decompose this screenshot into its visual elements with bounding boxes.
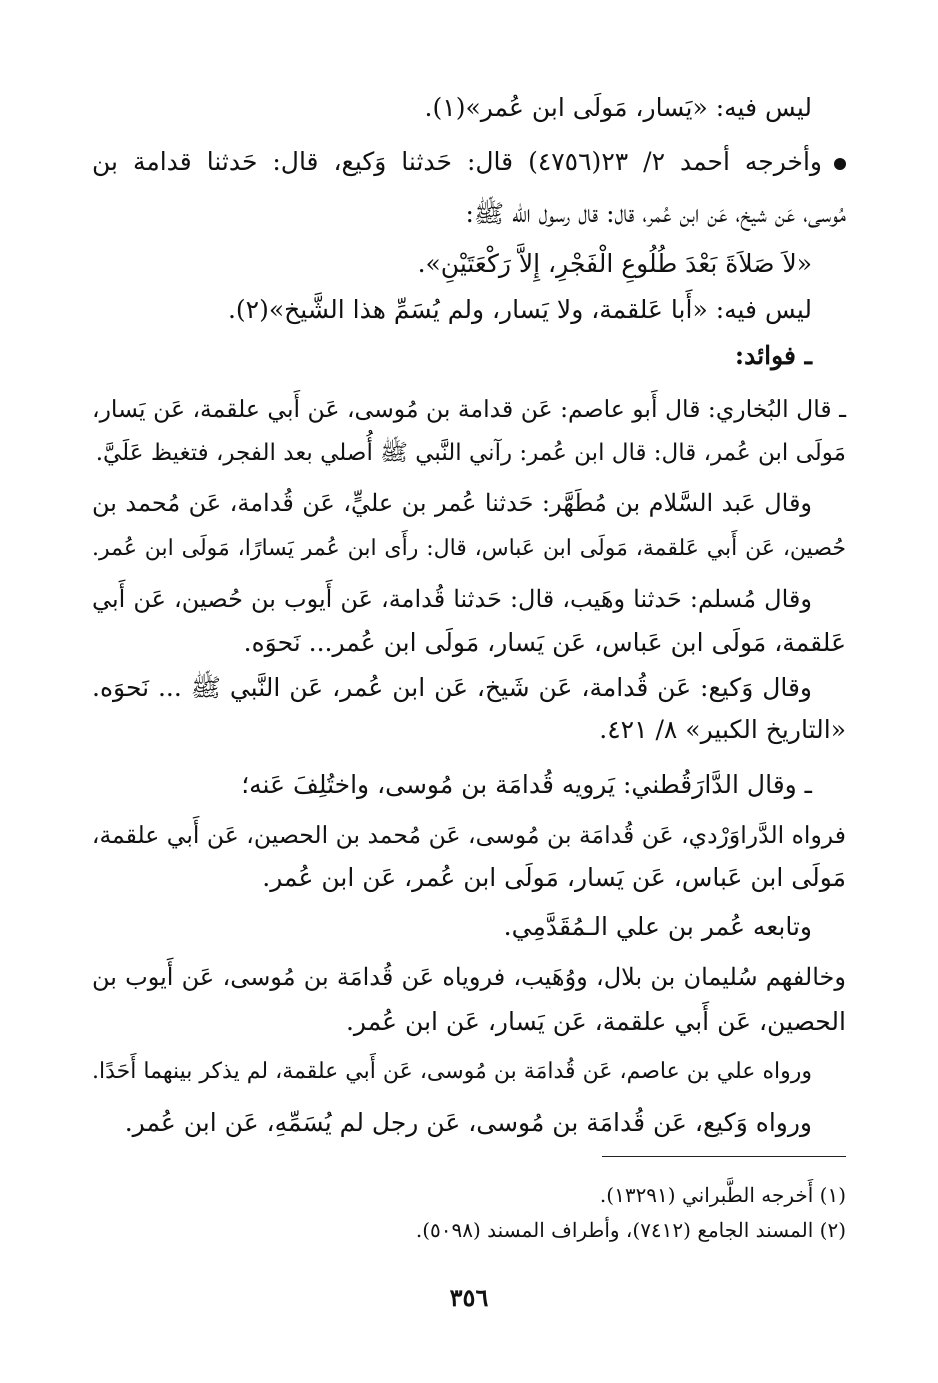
text-line: عَلقمة، مَولَى ابن عَباس، عَن يَسار، مَولَى ابن عُمر... نَحوَه. <box>243 628 846 657</box>
text-line: مَولَى ابن عُمر، قال: قال ابن عُمر: رآني النَّبي ﷺ أُصلي بعد الفجر، فتغيظ عَلَيَّ. <box>95 440 846 466</box>
bullet-icon <box>834 158 846 170</box>
text-line: فرواه الدَّراوَرْدي، عَن قُدامَة بن مُوسى، عَن مُحمد بن الحصين، عَن أَبي علقمة، <box>91 821 846 849</box>
text-line: وتابعه عُمر بن علي الـمُقَدَّمِي. <box>503 912 812 941</box>
text-line: وقال عَبد السَّلام بن مُطَهَّر: حَدثنا عُمر بن عليٍّ، عَن قُدامة، عَن مُحمد بن <box>92 489 813 517</box>
text-line: الحصين، عَن أَبي علقمة، عَن يَسار، عَن ابن عُمر. <box>345 1007 846 1036</box>
text-line: مَولَى ابن عَباس، عَن يَسار، مَولَى ابن عُمر، عَن ابن عُمر. <box>262 863 846 892</box>
text-line: وقال مُسلم: حَدثنا وهَيب، قال: حَدثنا قُدامة، عَن أَيوب بن حُصين، عَن أَبي <box>92 585 812 613</box>
text-line: ليس فيه: «أَبا عَلقمة، ولا يَسار، ولم يُسَمِّ هذا الشَّيخ»(٢). <box>227 295 812 324</box>
text-line: وخالفهم سُليمان بن بلال، ووُهَيب، فروياه عَن قُدامَة بن مُوسى، عَن أَيوب بن <box>92 963 846 991</box>
page-number: ٣٥٦ <box>449 1283 489 1312</box>
hadith-text: «لاَ صَلاَةَ بَعْدَ طُلُوعِ الْفَجْرِ، إِلاَّ رَكْعَتَيْنِ». <box>417 249 812 278</box>
text-line: ـ قال البُخاري: قال أَبو عاصم: عَن قدامة بن مُوسى، عَن أَبي علقمة، عَن يَسار، <box>92 395 846 423</box>
text-line: وقال وَكيع: عَن قُدامة، عَن شَيخ، عَن ابن عُمر، عَن النَّبي ﷺ ... نَحوَه. <box>92 673 812 702</box>
footnote: (١) أَخرجه الطَّبراني (١٣٢٩١). <box>599 1183 846 1207</box>
text-line: حُصين، عَن أَبي عَلقمة، مَولَى ابن عَباس، قال: رأَى ابن عُمر يَسارًا، مَولَى ابن عُمر. <box>92 536 846 561</box>
footnote-separator <box>602 1156 846 1157</box>
text-line: ورواه وَكيع، عَن قُدامَة بن مُوسى، عَن رجل لم يُسَمِّهِ، عَن ابن عُمر. <box>124 1108 812 1137</box>
text-line <box>92 142 846 182</box>
text-line-content: وأخرجه أحمد ٢/ ٢٣(٤٧٥٦) قال: حَدثنا وَكيع، قال: حَدثنا قدامة بن <box>92 147 823 176</box>
footnote: (٢) المسند الجامع (٧٤١٢)، وأطراف المسند (٥٠٩٨). <box>415 1218 846 1242</box>
text-line: ورواه علي بن عاصم، عَن قُدامَة بن مُوسى، عَن أَبي علقمة، لم يذكر بينهما أَحَدًا. <box>92 1059 812 1084</box>
text-line: ليس فيه: «يَسار، مَولَى ابن عُمر»(١). <box>424 93 812 122</box>
text-line: ـ وقال الدَّارَقُطني: يَرويه قُدامَة بن مُوسى، واختُلِفَ عَنه؛ <box>241 770 812 799</box>
text-line: «التاريخ الكبير» ٨/ ٤٢١. <box>599 715 846 744</box>
section-heading: ـ فوائد: <box>734 341 812 370</box>
text-line: مُوسى، عَن شيخ، عَن ابن عُمر، قال: قال رسول الله ﷺ: <box>465 199 846 228</box>
